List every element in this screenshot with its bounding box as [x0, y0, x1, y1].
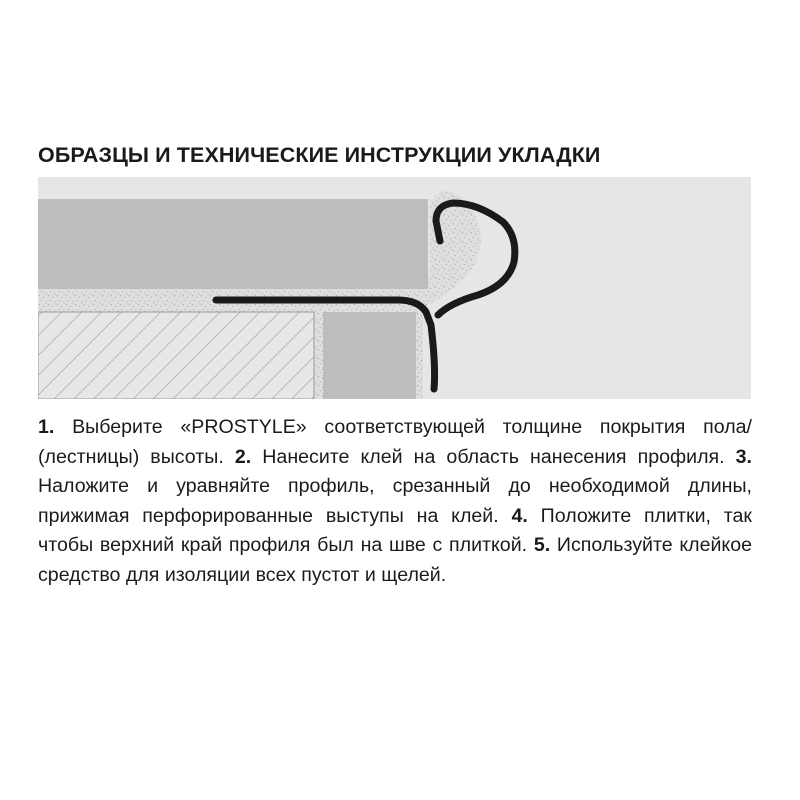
substrate-hatched [38, 312, 314, 399]
upper-tile [38, 199, 428, 289]
step-2-text: Нанесите клей на область нанесения профиля. [251, 445, 725, 468]
installation-diagram [38, 177, 751, 399]
step-1-number: 1. [38, 416, 55, 438]
step-3-number: 3. [735, 445, 752, 468]
step-5-text: Используйте клейкое средство для изоляции всех пустот и щелей. [38, 534, 752, 586]
page-title: ОБРАЗЦЫ И ТЕХНИЧЕСКИЕ ИНСТРУКЦИИ УКЛАДКИ [38, 143, 601, 167]
step-5-number: 5. [533, 534, 551, 556]
step-2-number: 2. [234, 445, 252, 468]
instructions-text [38, 413, 752, 590]
step-3-text: Наложите и уравняйте профиль, срезанный до необходимой длины, прижимая перфорированные выступы на клей. [38, 475, 752, 527]
riser-tile [323, 312, 416, 399]
step-4-number: 4. [511, 504, 528, 527]
step-4-text: Положите плитки, так чтобы верхний край профиля был на шве с плиткой. [38, 504, 752, 556]
step-1-text: Выберите «PROSTYLE» соответствующей толщине покрытия пола/ (лестницы) высоты. [38, 416, 752, 468]
